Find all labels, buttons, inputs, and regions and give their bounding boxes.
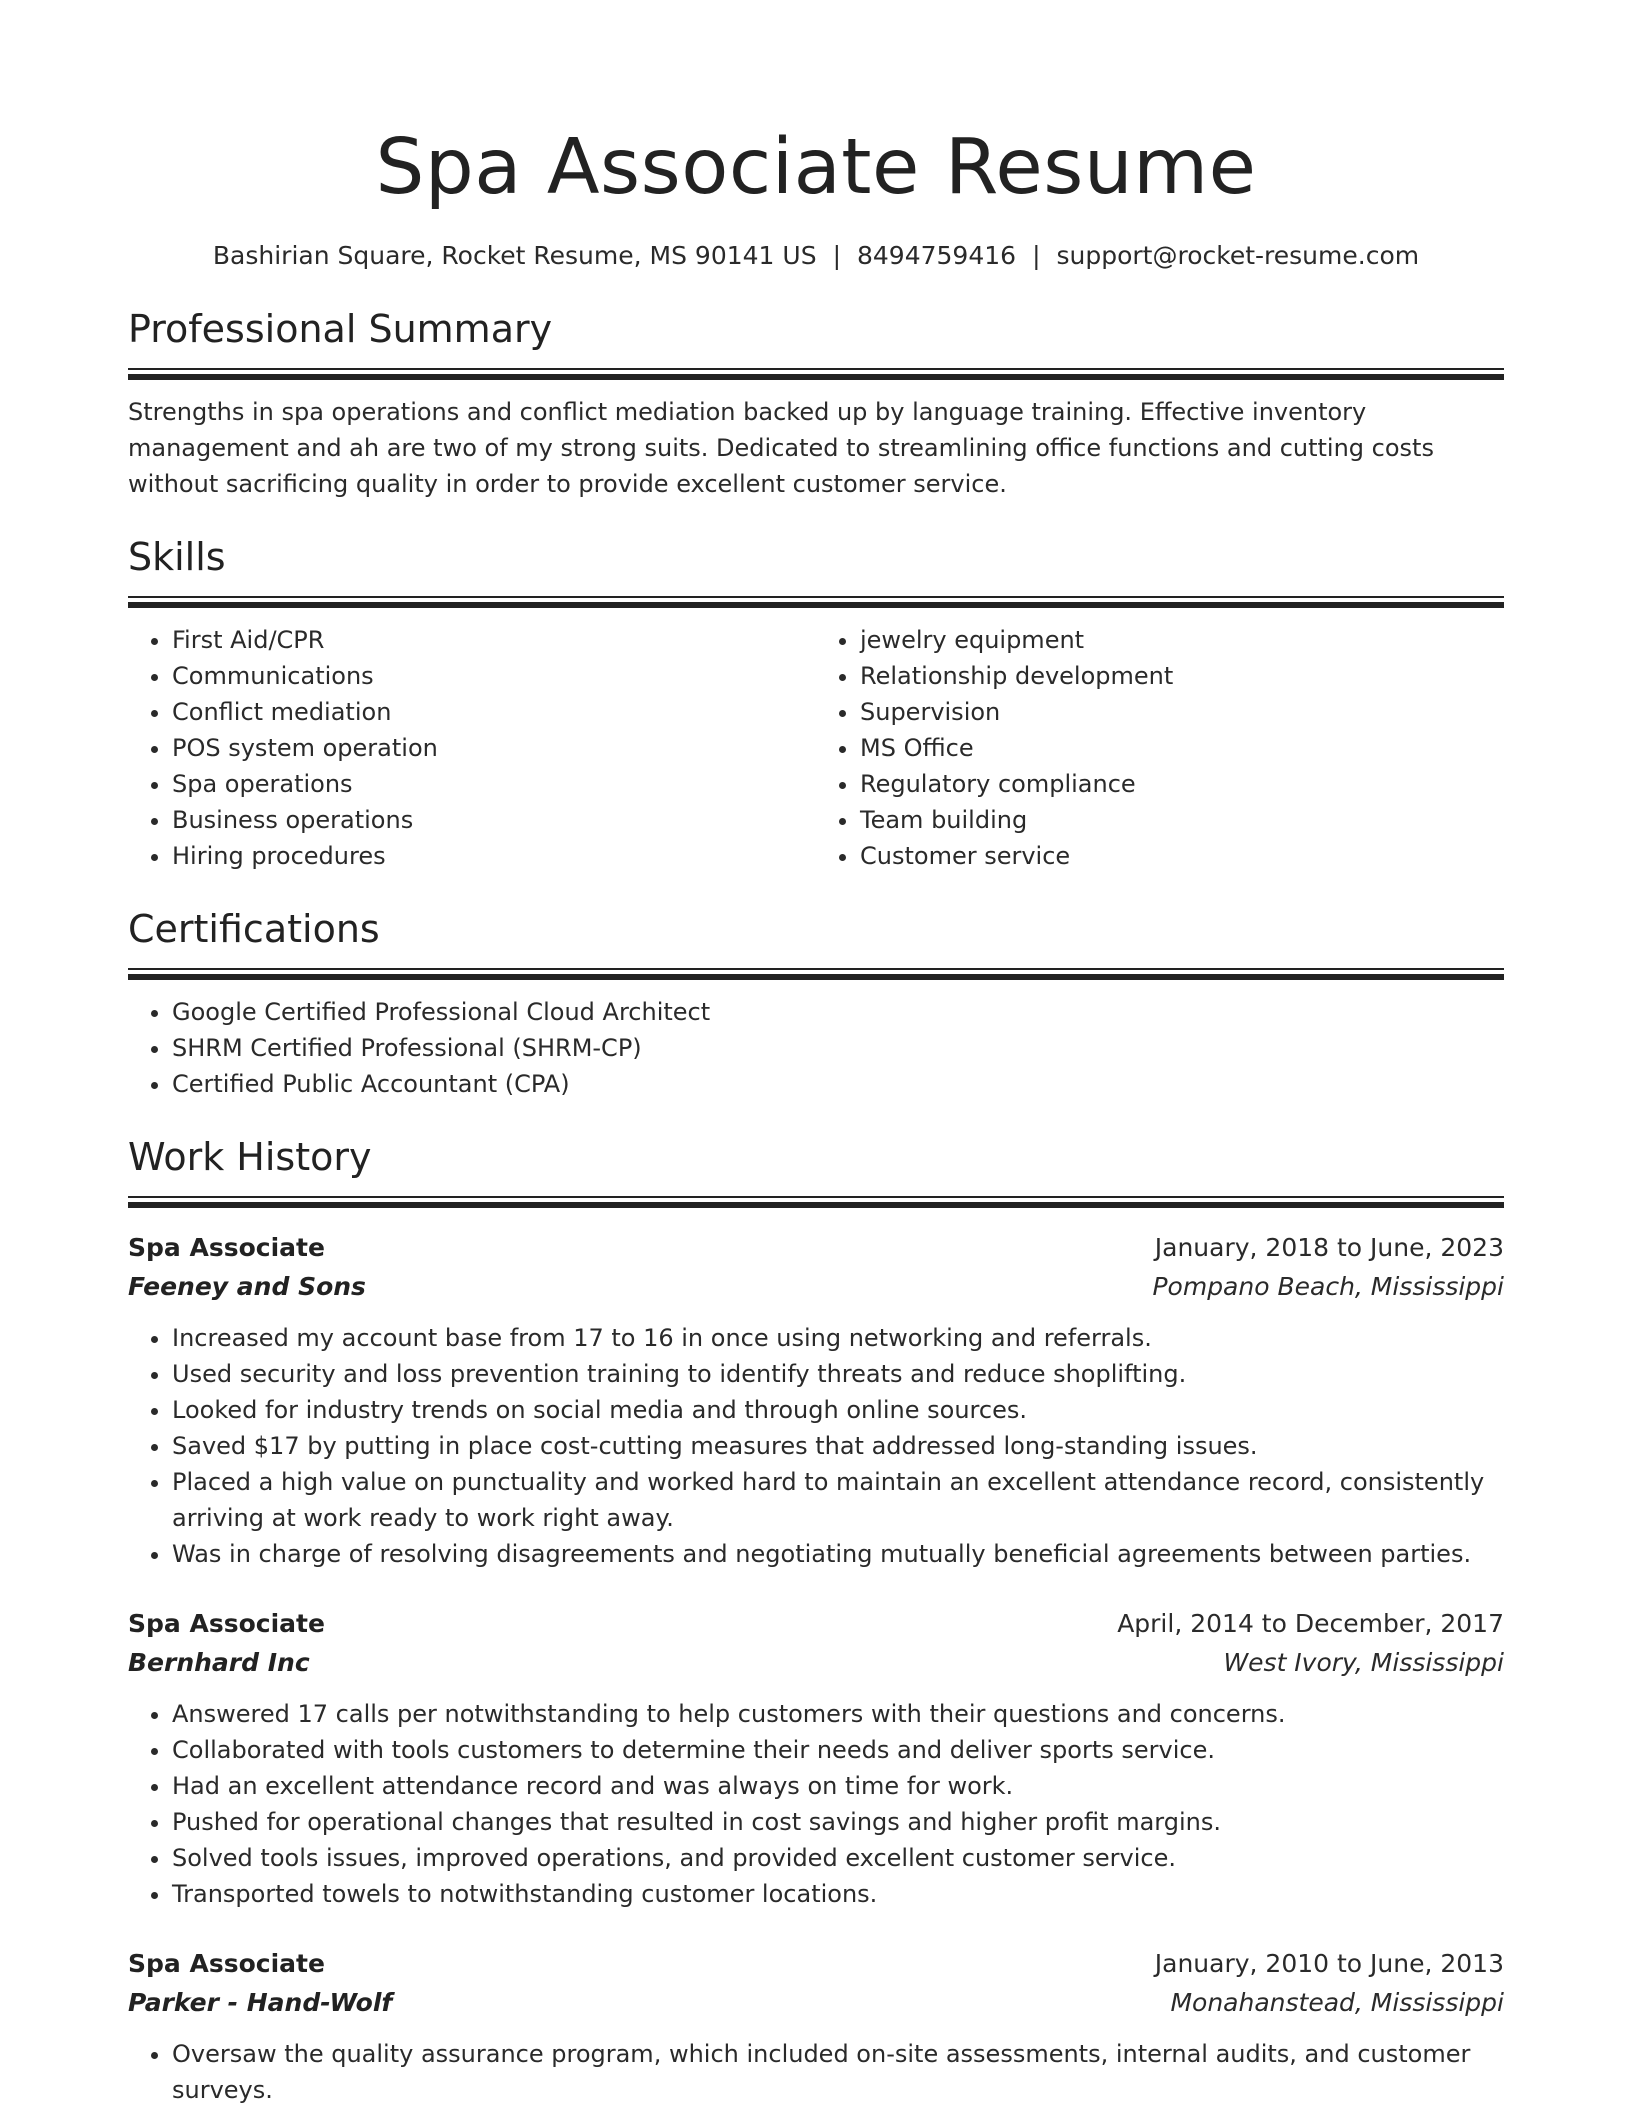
job-company-row — [128, 1983, 1504, 2022]
job-duty-item: • Pushed for operational changes that resulted in cost savings and higher profit margins. — [172, 1804, 1504, 1840]
job-duty-item: • Solved tools issues, improved operations, and provided excellent customer service. — [172, 1840, 1504, 1876]
job-location: Monahanstead, Mississippi — [1170, 1988, 1504, 2017]
skill-item: • MS Office — [860, 730, 1504, 766]
contact-email: support@rocket-resume.com — [1056, 241, 1420, 270]
skill-item: • Customer service — [860, 838, 1504, 874]
skill-item: • Hiring procedures — [172, 838, 816, 874]
job-entry — [128, 1944, 1504, 2108]
job-header-row — [128, 1604, 1504, 1643]
job-header-row — [128, 1228, 1504, 1267]
certification-item: • Google Certified Professional Cloud Architect — [172, 994, 1504, 1030]
skill-item: • Business operations — [172, 802, 816, 838]
job-company: Feeney and Sons — [128, 1272, 366, 1301]
summary-text: Strengths in spa operations and conflict mediation backed up by language training. Effective inventory management and ah are two of my strong suits. Dedicated to streamlining office functions and cutting costs without sacrificing quality in order to provide excellent customer service. — [128, 398, 1434, 498]
section-divider — [128, 596, 1504, 608]
job-header-row — [128, 1944, 1504, 1983]
job-dates: January, 2018 to June, 2023 — [1154, 1233, 1504, 1262]
section-divider — [128, 968, 1504, 980]
section-divider — [128, 368, 1504, 380]
certification-item: • SHRM Certified Professional (SHRM-CP) — [172, 1030, 1504, 1066]
job-company: Parker - Hand-Wolf — [128, 1988, 393, 2017]
job-duties-list — [128, 1696, 1504, 1912]
contact-separator: | — [1032, 241, 1041, 270]
job-location: West Ivory, Mississippi — [1223, 1648, 1504, 1677]
job-company-row — [128, 1643, 1504, 1682]
job-location: Pompano Beach, Mississippi — [1152, 1272, 1504, 1301]
skills-section — [128, 532, 1504, 874]
job-duty-item: • Oversaw the quality assurance program, which included on-site assessments, internal audits, and customer surveys. — [172, 2036, 1504, 2108]
section-heading-summary: Professional Summary — [128, 307, 553, 351]
job-duties-list — [128, 2036, 1504, 2108]
job-duty-item: • Collaborated with tools customers to determine their needs and deliver sports service. — [172, 1732, 1504, 1768]
job-duty-item: • Increased my account base from 17 to 16 in once using networking and referrals. — [172, 1320, 1504, 1356]
section-divider — [128, 1196, 1504, 1208]
job-duty-item: • Used security and loss prevention training to identify threats and reduce shoplifting. — [172, 1356, 1504, 1392]
section-heading-certifications: Certifications — [128, 907, 380, 951]
job-entry — [128, 1228, 1504, 1572]
skill-item: • Team building — [860, 802, 1504, 838]
contact-address: Bashirian Square, Rocket Resume, MS 90141 US — [212, 241, 817, 270]
skill-item: • Communications — [172, 658, 816, 694]
contact-line — [128, 238, 1504, 274]
contact-phone: 8494759416 — [857, 241, 1017, 270]
job-title: Spa Associate — [128, 1233, 325, 1262]
skill-item: • Spa operations — [172, 766, 816, 802]
section-heading-skills: Skills — [128, 535, 226, 579]
job-duty-item: • Looked for industry trends on social media and through online sources. — [172, 1392, 1504, 1428]
skill-item: • jewelry equipment — [860, 622, 1504, 658]
job-duty-item: • Had an excellent attendance record and was always on time for work. — [172, 1768, 1504, 1804]
work-history-section — [128, 1132, 1504, 2108]
certification-item: • Certified Public Accountant (CPA) — [172, 1066, 1504, 1102]
skill-item: • Regulatory compliance — [860, 766, 1504, 802]
skill-item: • Conflict mediation — [172, 694, 816, 730]
job-title: Spa Associate — [128, 1609, 325, 1638]
skill-item: • First Aid/CPR — [172, 622, 816, 658]
summary-section — [128, 304, 1504, 502]
skill-item: • Supervision — [860, 694, 1504, 730]
job-duty-item: • Saved $17 by putting in place cost-cutting measures that addressed long-standing issues. — [172, 1428, 1504, 1464]
job-duties-list — [128, 1320, 1504, 1572]
job-dates: April, 2014 to December, 2017 — [1117, 1609, 1504, 1638]
skills-grid — [128, 622, 1504, 874]
job-duty-item: • Was in charge of resolving disagreements and negotiating mutually beneficial agreements between parties. — [172, 1536, 1504, 1572]
job-entry — [128, 1604, 1504, 1912]
page-title: Spa Associate Resume — [375, 123, 1257, 212]
job-duty-item: • Transported towels to notwithstanding customer locations. — [172, 1876, 1504, 1912]
job-company-row — [128, 1267, 1504, 1306]
skill-item: • POS system operation — [172, 730, 816, 766]
skills-list-right — [816, 622, 1504, 874]
skills-list-left — [128, 622, 816, 874]
section-heading-work-history: Work History — [128, 1135, 372, 1179]
certifications-section — [128, 904, 1504, 1102]
certifications-list — [128, 994, 1504, 1102]
job-company: Bernhard Inc — [128, 1648, 310, 1677]
job-duty-item: • Placed a high value on punctuality and worked hard to maintain an excellent attendance record, consistently arriving at work ready to work right away. — [172, 1464, 1504, 1536]
job-duty-item: • Answered 17 calls per notwithstanding to help customers with their questions and concerns. — [172, 1696, 1504, 1732]
skill-item: • Relationship development — [860, 658, 1504, 694]
job-dates: January, 2010 to June, 2013 — [1154, 1949, 1504, 1978]
job-title: Spa Associate — [128, 1949, 325, 1978]
contact-separator: | — [832, 241, 841, 270]
